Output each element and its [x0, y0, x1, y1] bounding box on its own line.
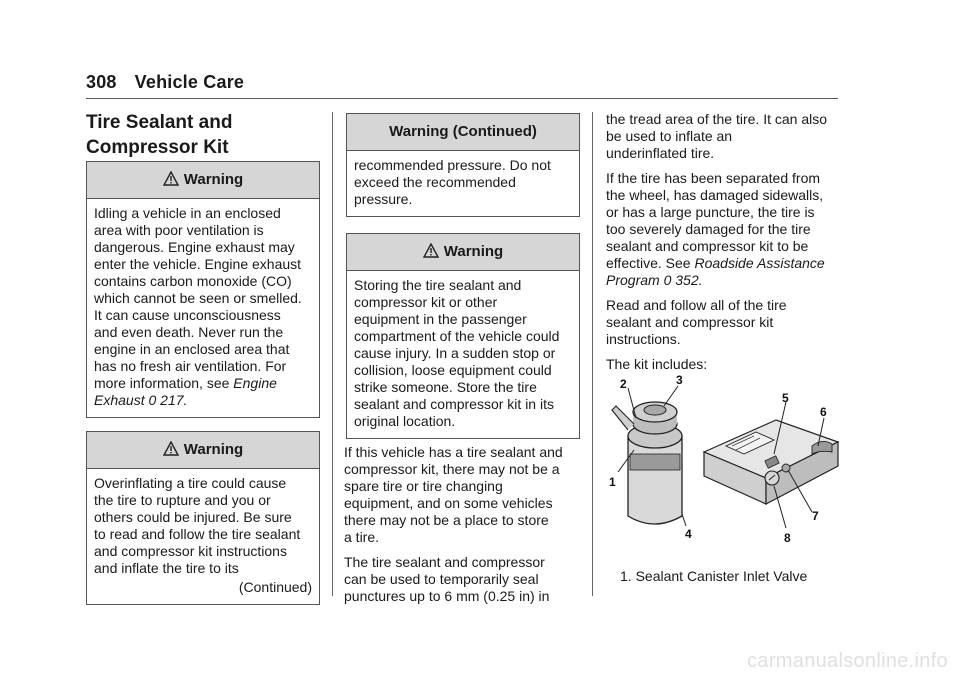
text-line: be used to inflate an: [606, 128, 733, 144]
warning-box-storage: [346, 233, 580, 439]
text-fragment: more information, see: [94, 375, 230, 391]
text-line: underinflated tire.: [606, 145, 715, 161]
text-line: compressor kit or other: [354, 294, 498, 310]
text-line: contains carbon monoxide (CO): [94, 273, 292, 289]
page-header: [86, 72, 244, 93]
text-line: enter the vehicle. Engine exhaust: [94, 256, 302, 272]
roadside-assistance-link[interactable]: Roadside Assistance: [694, 255, 825, 271]
continued-label: (Continued): [238, 579, 312, 595]
text-line: strike someone. Store the tire: [354, 379, 537, 395]
title-line-1: Tire Sealant and: [86, 112, 233, 133]
engine-exhaust-link-cont[interactable]: Exhaust: [94, 392, 145, 408]
callout-6: 6: [820, 405, 827, 419]
page-number: 308: [86, 72, 117, 92]
figure-caption: 1. Sealant Canister Inlet Valve: [620, 568, 808, 584]
warning-body: [87, 469, 319, 604]
warning-icon: [163, 171, 179, 186]
text-line: to read and follow the tire sealant: [94, 526, 301, 542]
warning-body: [347, 271, 579, 438]
text-line: equipment, and on some vehicles: [344, 495, 553, 511]
text-line: Storing the tire sealant and: [354, 277, 522, 293]
warning-heading: Warning (Continued): [389, 123, 537, 140]
text-line: [94, 392, 312, 409]
text-line: a tire.: [344, 529, 380, 545]
text-line: too severely damaged for the tire: [606, 221, 811, 237]
warning-icon: [423, 243, 439, 258]
warning-heading: Warning: [443, 243, 504, 260]
warning-header: [87, 162, 319, 199]
paragraph: The kit includes:: [606, 356, 708, 372]
page-ref[interactable]: 352.: [675, 272, 703, 288]
watermark: carmanualsonline.info: [747, 650, 948, 672]
warning-box-overinflation: [86, 431, 320, 605]
text-line: compartment of the vehicle could: [354, 328, 560, 344]
text-line: spare tire or tire changing: [344, 478, 503, 494]
text-line: can be used to temporarily seal: [344, 571, 539, 587]
paragraph: [606, 170, 846, 289]
engine-exhaust-link[interactable]: Engine: [233, 375, 277, 391]
middle-text: [344, 444, 584, 613]
text-line: If the tire has been separated from: [606, 170, 821, 186]
warning-box-exhaust: [86, 161, 320, 418]
page-ref-icon: 0: [148, 392, 157, 408]
callout-1: 1: [609, 475, 616, 489]
text-fragment: effective. See: [606, 255, 691, 271]
text-line: the wheel, has damaged sidewalls,: [606, 187, 824, 203]
page-title: [86, 110, 318, 160]
text-line: area with poor ventilation is: [94, 222, 264, 238]
text-line: others could be injured. Be sure: [94, 509, 292, 525]
section-title: Vehicle Care: [134, 72, 245, 92]
kit-illustration: [606, 366, 840, 546]
text-line: recommended pressure. Do not: [354, 157, 551, 173]
callout-5: 5: [782, 391, 789, 405]
text-line: If this vehicle has a tire sealant and: [344, 444, 563, 460]
warning-heading: Warning: [183, 441, 244, 458]
text-line: engine in an enclosed area that: [94, 341, 290, 357]
sealant-canister-drawing: [612, 402, 682, 524]
text-line: the tread area of the tire. It can also: [606, 111, 828, 127]
title-line-2: Compressor Kit: [86, 137, 229, 158]
header-rule: [86, 98, 838, 99]
warning-icon: [163, 441, 179, 456]
page-ref-icon: 0: [663, 272, 672, 288]
warning-heading: Warning: [183, 171, 244, 188]
text-line: and compressor kit instructions: [94, 543, 287, 559]
text-line: Overinflating a tire could cause: [94, 475, 287, 491]
text-line: Idling a vehicle in an enclosed: [94, 205, 281, 221]
warning-header: [87, 432, 319, 469]
text-line: sealant and compressor kit in its: [354, 396, 554, 412]
text-line: or has a large puncture, the tire is: [606, 204, 815, 220]
warning-header: [347, 234, 579, 271]
text-line: sealant and compressor kit to be: [606, 238, 809, 254]
text-line: Read and follow all of the tire: [606, 297, 787, 313]
text-line: and even death. Never run the: [94, 324, 284, 340]
callout-3: 3: [676, 373, 683, 387]
text-line: the tire to rupture and you or: [94, 492, 271, 508]
text-line: exceed the recommended: [354, 174, 516, 190]
compressor-drawing: [704, 420, 838, 504]
paragraph: [606, 297, 846, 348]
text-line: cause injury. In a sudden stop or: [354, 345, 556, 361]
callout-8: 8: [784, 531, 791, 545]
text-line: and inflate the tire to its: [94, 560, 239, 576]
text-line: which cannot be seen or smelled.: [94, 290, 302, 306]
text-line: pressure.: [354, 191, 413, 207]
column-divider-1: [332, 112, 333, 596]
callout-4: 4: [685, 527, 692, 541]
text-line: equipment in the passenger: [354, 311, 527, 327]
paragraph: [606, 111, 846, 162]
text-line: original location.: [354, 413, 456, 429]
text-line: [94, 375, 312, 392]
text-line: The tire sealant and compressor: [344, 554, 545, 570]
callout-7: 7: [812, 509, 819, 523]
text-line: collision, loose equipment could: [354, 362, 552, 378]
warning-body: [87, 199, 319, 417]
paragraph: [344, 554, 584, 605]
paragraph: [344, 444, 584, 546]
text-line: there may not be a place to store: [344, 512, 549, 528]
warning-box-continued: [346, 113, 580, 217]
text-line: dangerous. Engine exhaust may: [94, 239, 295, 255]
roadside-assistance-link-cont[interactable]: Program: [606, 272, 660, 288]
callout-2: 2: [620, 377, 627, 391]
text-line: instructions.: [606, 331, 681, 347]
page-ref[interactable]: 217.: [160, 392, 188, 408]
warning-body: [347, 151, 579, 216]
text-line: compressor kit, there may not be a: [344, 461, 560, 477]
text-line: It can cause unconsciousness: [94, 307, 281, 323]
column-divider-2: [592, 112, 593, 596]
text-line: has no fresh air ventilation. For: [94, 358, 287, 374]
text-line: sealant and compressor kit: [606, 314, 774, 330]
text-line: punctures up to 6 mm (0.25 in) in: [344, 588, 550, 604]
warning-header: [347, 114, 579, 151]
right-text: [606, 111, 846, 381]
